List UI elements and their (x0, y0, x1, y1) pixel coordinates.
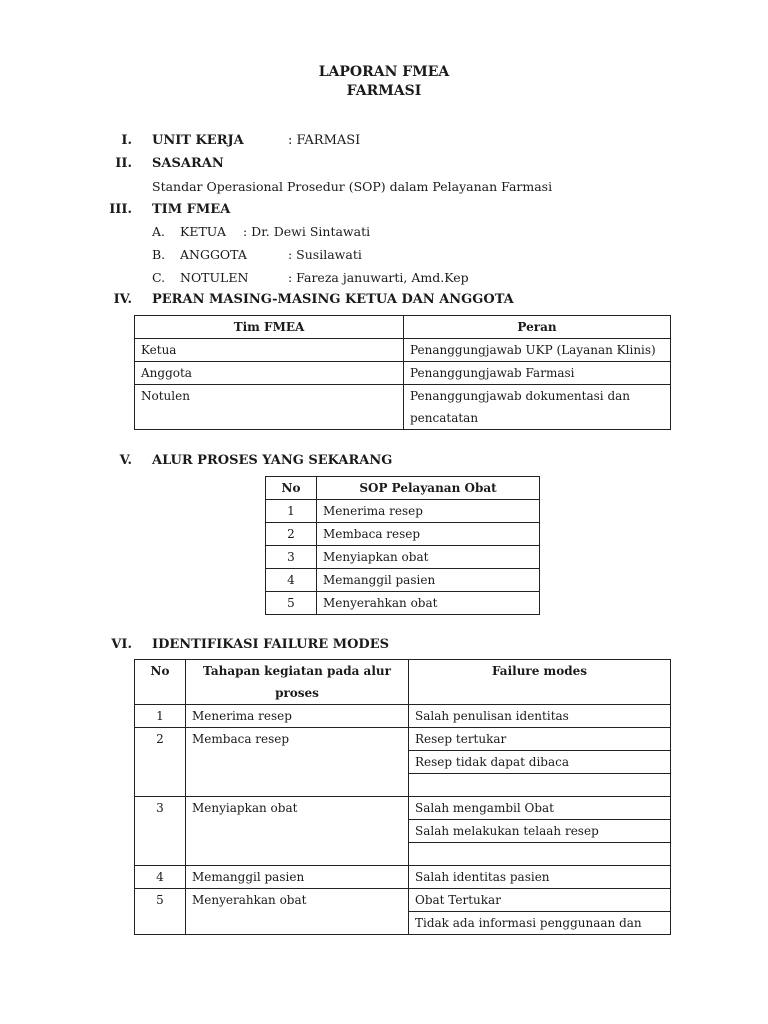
column-header: No (266, 477, 317, 500)
table-cell: 2 (135, 728, 186, 797)
table-cell: Notulen (135, 385, 404, 430)
table-cell: Penanggungjawab Farmasi (404, 362, 671, 385)
table-row (135, 797, 671, 820)
cell-line: pencatatan (410, 411, 479, 425)
table-cell: Membaca resep (186, 728, 409, 797)
table-cell: Tidak ada informasi penggunaan dan (409, 912, 671, 935)
cell-line: Penanggungjawab dokumentasi dan (410, 389, 631, 403)
table-cell (409, 774, 671, 797)
document-title: LAPORAN FMEA (318, 64, 450, 80)
table-row (266, 546, 540, 569)
table-cell: Menerima resep (317, 500, 540, 523)
table-row (135, 866, 671, 889)
table-cell: 3 (266, 546, 317, 569)
table-cell: Salah identitas pasien (409, 866, 671, 889)
table-cell: 5 (266, 592, 317, 615)
section-number: III. (109, 202, 132, 217)
table-cell: Menyerahkan obat (186, 889, 409, 935)
roles-table (134, 315, 671, 430)
section-number: IV. (113, 292, 132, 307)
column-header: SOP Pelayanan Obat (317, 477, 540, 500)
table-cell: 1 (135, 705, 186, 728)
section-number: VI. (111, 637, 132, 652)
table-header-row (135, 316, 671, 339)
section-number: V. (119, 453, 132, 468)
table-cell: Menerima resep (186, 705, 409, 728)
table-row (135, 339, 671, 362)
table-cell: Anggota (135, 362, 404, 385)
table-cell: Menyiapkan obat (317, 546, 540, 569)
table-row (266, 569, 540, 592)
table-cell: Memanggil pasien (317, 569, 540, 592)
table-row (135, 385, 671, 430)
column-header: Tim FMEA (135, 316, 404, 339)
column-header: Peran (404, 316, 671, 339)
table-cell: Ketua (135, 339, 404, 362)
table-cell: Salah penulisan identitas (409, 705, 671, 728)
member-role: ANGGOTA (180, 247, 247, 262)
table-row (135, 889, 671, 912)
table-cell: Memanggil pasien (186, 866, 409, 889)
header-line: Tahapan kegiatan pada alur (203, 664, 391, 678)
sop-table (265, 476, 540, 615)
section-heading: TIM FMEA (152, 202, 231, 217)
member-role: KETUA (180, 224, 226, 239)
table-row (135, 728, 671, 751)
table-row (266, 592, 540, 615)
table-cell: 2 (266, 523, 317, 546)
table-cell: 5 (135, 889, 186, 935)
member-value: : Susilawati (288, 247, 362, 262)
table-row (266, 500, 540, 523)
table-cell: Salah melakukan telaah resep (409, 820, 671, 843)
table-header-row (266, 477, 540, 500)
table-cell (404, 385, 671, 430)
column-header: Failure modes (409, 660, 671, 705)
unit-kerja-value: : FARMASI (288, 133, 361, 148)
table-cell: Obat Tertukar (409, 889, 671, 912)
table-cell: 3 (135, 797, 186, 866)
member-letter: B. (152, 247, 166, 262)
table-cell (409, 843, 671, 866)
document-subtitle: FARMASI (346, 83, 422, 99)
table-cell: Salah mengambil Obat (409, 797, 671, 820)
table-cell: Penanggungjawab UKP (Layanan Klinis) (404, 339, 671, 362)
member-role: NOTULEN (180, 270, 249, 285)
table-cell: 1 (266, 500, 317, 523)
table-cell: Menyiapkan obat (186, 797, 409, 866)
table-cell: Resep tidak dapat dibaca (409, 751, 671, 774)
section-number: II. (115, 156, 132, 171)
section-heading: UNIT KERJA (152, 133, 244, 148)
table-row (266, 523, 540, 546)
member-letter: A. (152, 224, 166, 239)
table-header-row (135, 660, 671, 705)
member-value: : Fareza januwarti, Amd.Kep (288, 270, 469, 285)
column-header: No (135, 660, 186, 705)
section-heading: IDENTIFIKASI FAILURE MODES (152, 637, 389, 652)
table-cell: Menyerahkan obat (317, 592, 540, 615)
table-row (135, 362, 671, 385)
section-heading: ALUR PROSES YANG SEKARANG (152, 453, 393, 468)
member-letter: C. (152, 270, 166, 285)
section-heading: SASARAN (152, 156, 224, 171)
table-cell: Resep tertukar (409, 728, 671, 751)
table-cell: 4 (266, 569, 317, 592)
failure-modes-table (134, 659, 671, 935)
section-number: I. (121, 133, 132, 148)
sasaran-text: Standar Operasional Prosedur (SOP) dalam Pelayanan Farmasi (152, 179, 553, 194)
header-line: proses (275, 686, 319, 700)
table-cell: Membaca resep (317, 523, 540, 546)
section-heading: PERAN MASING-MASING KETUA DAN ANGGOTA (152, 292, 514, 307)
table-cell: 4 (135, 866, 186, 889)
table-row (135, 705, 671, 728)
column-header (186, 660, 409, 705)
member-value: : Dr. Dewi Sintawati (243, 224, 371, 239)
